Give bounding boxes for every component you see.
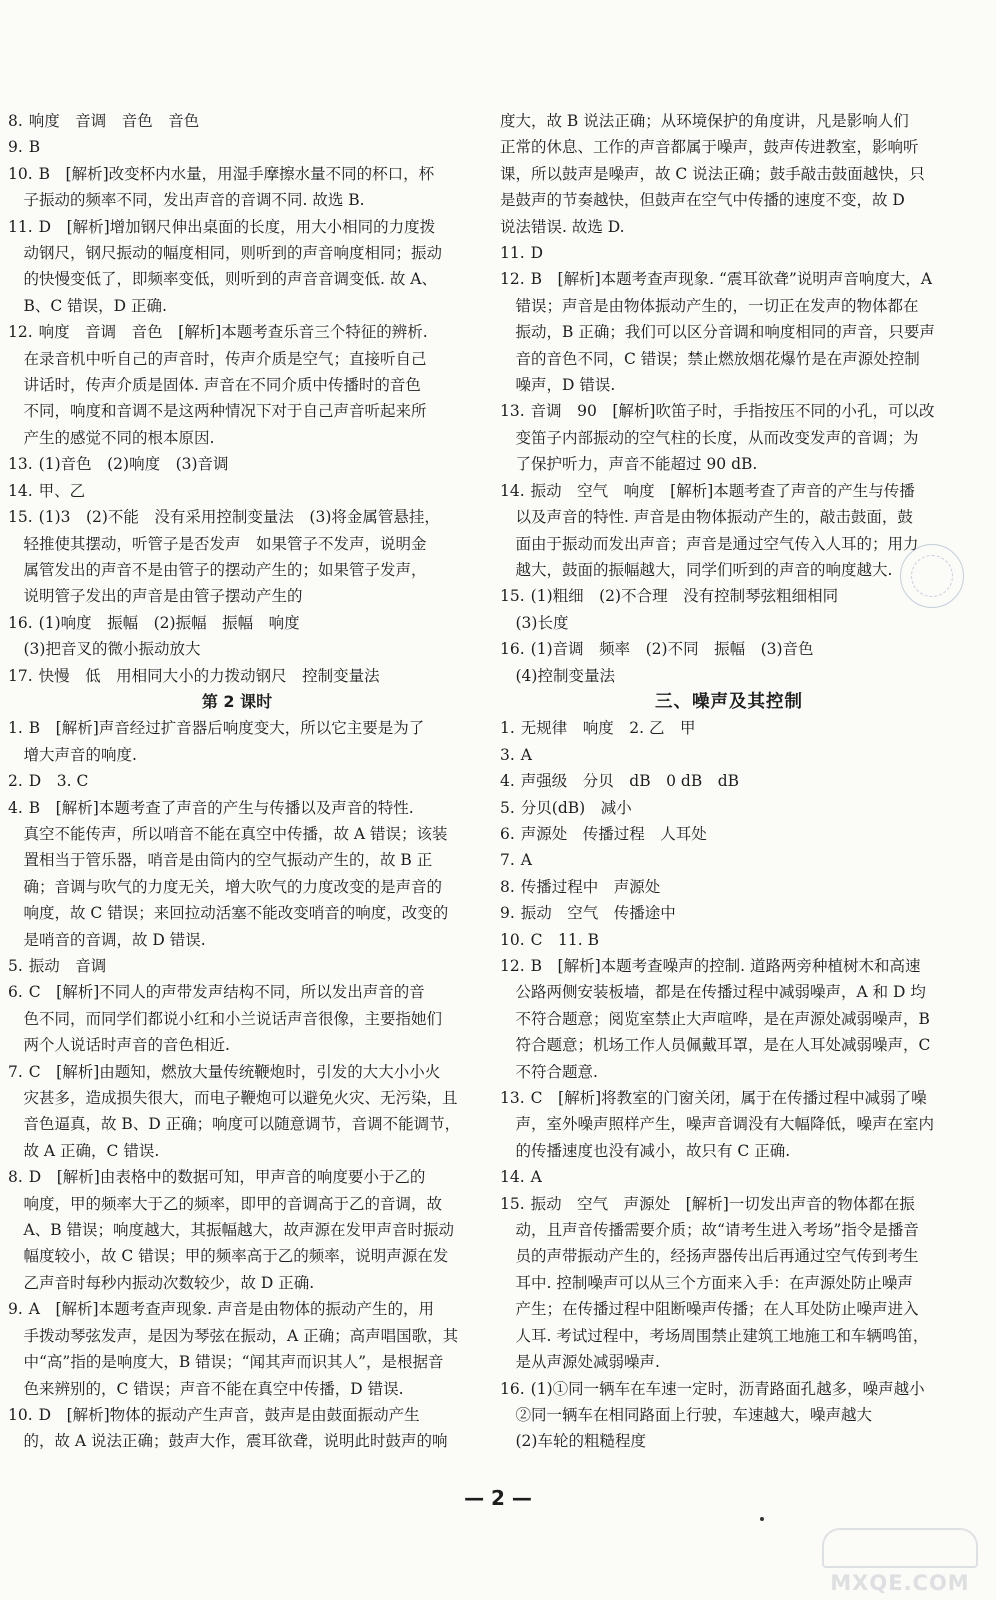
section-heading: 三、噪声及其控制 [655,691,803,712]
answer-line [8,1164,466,1190]
answer-number: 14. [500,481,525,500]
answer-continuation: 以及声音的特性. 声音是由物体振动产生的，敲击鼓面，鼓 [515,508,913,527]
answer-text: (1)3 (2)不能 没有采用控制变量法 (3)将金属管悬挂， [38,508,440,527]
answer-continuation: 是从声源处减弱噪声. [515,1353,660,1372]
answer-line [8,1296,466,1322]
answer-continuation: 幅度较小，故 C 错误；甲的频率高于乙的频率，说明声源在发 [23,1247,449,1266]
answer-text: (1)粗细 (2)不合理 没有控制琴弦粗细相同 [530,587,839,606]
answer-text: 快慢 低 用相同大小的力拨动钢尺 控制变量法 [38,666,380,685]
answer-number: 17. [8,666,33,685]
answer-continuation: 子振动的频率不同，发出声音的音调不同. 故选 B. [23,191,365,210]
answer-number: 9. [500,904,515,923]
answer-item [500,1164,958,1190]
answer-line [500,742,958,768]
answer-item [8,504,466,610]
answer-continuation: 音色逼真，故 B、D 正确；响度可以随意调节，音调不能调节， [23,1115,461,1134]
answer-continuation: 增大声音的响度. [23,745,137,764]
answer-number: 5. [500,798,515,817]
answer-text: B [28,138,41,157]
answer-line [500,795,958,821]
answer-text: A [520,851,532,870]
answer-text: B [解析]本题考查声现象. “震耳欲聋”说明声音响度大，A [530,270,933,289]
watermark-emblem [822,1528,978,1568]
answer-continuation: 置相当于管乐器，哨音是由筒内的空气振动产生的，故 B 正 [23,851,433,870]
answer-line [500,953,958,979]
answer-text: C [解析]不同人的声带发声结构不同，所以发出声音的音 [28,983,425,1002]
answer-line [500,478,958,504]
answer-continuation: 色不同，而同学们都说小红和小兰说话声音很像，主要指她们 [23,1009,443,1028]
answer-number: 13. [500,1089,525,1108]
answer-number: 14. [8,481,33,500]
answer-number: 3. [500,745,515,764]
answer-item [8,979,466,1058]
answer-line [500,1376,958,1402]
answer-line [500,715,958,741]
answer-text: (1)响度 振幅 (2)振幅 振幅 响度 [38,613,300,632]
answer-number: 16. [500,1379,525,1398]
answer-item [500,240,958,266]
answer-number: 1. [500,719,515,738]
answer-item [500,583,958,636]
answer-line [8,108,466,134]
answer-continuation: 说明管子发出的声音是由管子摆动产生的 [23,587,303,606]
answer-continuation: 振动，B 正确；我们可以区分音调和响度相同的声音，只要声 [515,323,935,342]
answer-continuation: 轻推使其摆动，听管子是否发声 如果管子不发声，说明金 [23,534,427,553]
answer-continuation: 员的声带振动产生的，经扬声器传出后再通过空气传到考生 [515,1247,919,1266]
answer-line [500,900,958,926]
answer-item [8,715,466,768]
answer-line [500,768,958,794]
answer-number: 12. [500,957,525,975]
answer-line [500,874,958,900]
answer-continuation: 的传播速度也没有减小，故只有 C 正确. [515,1141,791,1160]
answer-number: 9. [8,1300,23,1319]
answer-item [8,161,466,214]
watermark-url: MXQE.COM [830,1571,970,1595]
answer-text: 声强级 分贝 dB 0 dB dB [520,772,740,791]
answer-text: D 3. C [28,772,89,791]
answer-text: A [解析]本题考查声现象. 声音是由物体的振动产生的，用 [28,1300,434,1319]
answer-continuation: 灾甚多，造成损失很大，而电子鞭炮可以避免火灾、无污染，且 [23,1089,458,1108]
answer-continuation: 动钢尺，钢尺振动的幅度相同，则听到的声音响度相同；振动 [23,244,443,263]
answer-line [500,583,958,609]
answer-continuation: (4)控制变量法 [515,666,615,685]
answer-number: 16. [500,640,525,659]
answer-continuation: 在录音机中听自己的声音时，传声介质是空气；直接听自己 [23,349,427,368]
answer-text: 音调 90 [解析]吹笛子时，手指按压不同的小孔，可以改 [530,402,935,421]
answer-number: 10. [500,930,525,949]
answer-item [500,478,958,584]
answer-line [8,478,466,504]
answer-continuation: 变笛子内部振动的空气柱的长度，从而改变发声的音调；为 [515,428,919,447]
answer-number: 13. [500,402,525,421]
answer-text: 振动 音调 [28,957,107,975]
answer-continuation: 乙声音时每秒内振动次数较少，故 D 正确. [23,1273,315,1292]
answer-item [500,266,958,398]
answer-continuation: 的快慢变低了，即频率变低，则听到的声音音调变低. 故 A、 [23,270,437,289]
answer-item [500,795,958,821]
answer-continuation: 人耳. 考试过程中，考场周围禁止建筑工地施工和车辆鸣笛， [515,1326,929,1345]
left-column [8,108,466,1455]
answer-line [8,979,466,1005]
answer-continuation: 色来辨别的，C 错误；声音不能在真空中传播，D 错误. [23,1379,404,1398]
answer-continuation: 耳中. 控制噪声可以从三个方面来入手：在声源处防止噪声 [515,1273,913,1292]
answer-item [500,108,958,240]
answer-line [500,636,958,662]
answer-item [500,1085,958,1164]
answer-text: B [解析]本题考查噪声的控制. 道路两旁种植树木和高速 [530,957,921,975]
stamp-mark [900,544,964,608]
answer-continuation: 噪声，D 错误. [515,376,616,395]
answer-number: 8. [8,1168,23,1187]
answer-text: 度大，故 B 说法正确；从环境保护的角度讲，凡是影响人们 [500,112,909,130]
answer-line [500,398,958,424]
answer-number: 16. [8,613,33,632]
answer-text: D [解析]增加钢尺伸出桌面的长度，用大小相同的力度拨 [38,217,436,236]
answer-item [500,715,958,741]
answer-text: (1)音色 (2)响度 (3)音调 [38,455,229,474]
answer-text: 响度 音调 音色 音色 [28,112,200,130]
answer-continuation: 产生；在传播过程中阻断噪声传播；在人耳处防止噪声进入 [515,1300,919,1319]
answer-continuation: (3)长度 [515,613,569,632]
answer-continuation: 手拨动琴弦发声，是因为琴弦在振动，A 正确；高声唱国歌，其 [23,1326,459,1345]
answer-text: B [解析]改变杯内水量，用湿手摩擦水量不同的杯口，杯 [38,164,435,183]
answer-continuation: 面由于振动而发出声音；声音是通过空气传入人耳的；用力 [515,534,919,553]
answer-continuation: 产生的感觉不同的根本原因. [23,428,215,447]
watermark-logo [814,1528,986,1594]
answer-line [8,161,466,187]
answer-text: 无规律 响度 2. 乙 甲 [520,719,696,738]
answer-item [500,636,958,689]
answer-text: D [解析]物体的振动产生声音，鼓声是由鼓面振动产生 [38,1405,420,1424]
answer-text: C [解析]将教室的门窗关闭，属于在传播过程中减弱了噪 [530,1089,927,1108]
answer-number: 8. [8,112,23,130]
answer-line [8,715,466,741]
answer-text: 甲、乙 [38,481,86,500]
answer-text: A [520,745,532,764]
answer-number: 10. [8,164,33,183]
answer-continuation: 不符合题意；阅览室禁止大声喧哗，是在声源处减弱噪声，B [515,1009,930,1028]
answer-line [500,108,958,134]
answer-item [8,319,466,451]
answer-item [8,134,466,160]
section-heading: 第 2 课时 [201,691,273,711]
answer-number: 15. [500,1194,525,1213]
answer-line [8,1402,466,1428]
answer-item [500,953,958,1085]
answer-text: B [解析]声音经过扩音器后响度变大，所以它主要是为了 [28,719,425,738]
answer-line [500,240,958,266]
answer-continuation: 故 A 正确，C 错误. [23,1141,160,1160]
answer-text: 声源处 传播过程 人耳处 [520,824,707,843]
answer-continuation: 中“高”指的是响度大，B 错误；“闻其声而识其人”，是根据音 [23,1353,444,1372]
answer-line [8,663,466,689]
answer-item [8,663,466,689]
answer-text: 分贝(dB) 减小 [520,798,632,817]
answer-line [500,927,958,953]
answer-continuation: (2)车轮的粗糙程度 [515,1432,646,1451]
answer-text: 振动 空气 声源处 [解析]一切发出声音的物体都在振 [530,1194,915,1213]
answer-number: 14. [500,1168,525,1187]
answer-continuation: 真空不能传声，所以哨音不能在真空中传播，故 A 错误；该装 [23,824,448,843]
answer-item [8,953,466,979]
stray-dot [760,1517,764,1521]
answer-number: 12. [500,270,525,289]
answer-item [8,451,466,477]
answer-line [500,266,958,292]
answer-text: 振动 空气 响度 [解析]本题考查了声音的产生与传播 [530,481,915,500]
answer-text: C [解析]由题知，燃放大量传统鞭炮时，引发的大大小小火 [28,1062,441,1081]
answer-item [500,847,958,873]
answer-line [8,768,466,794]
answer-continuation: 是哨音的音调，故 D 错误. [23,930,206,949]
answer-continuation: 公路两侧安装板墙，都是在传播过程中减弱噪声，A 和 D 均 [515,983,926,1002]
answer-item [8,1402,466,1455]
answer-number: 6. [8,983,23,1002]
answer-continuation: 不符合题意. [515,1062,598,1081]
answer-line [8,319,466,345]
answer-line [500,1164,958,1190]
answer-continuation: 动，且声音传播需要介质；故“请考生进入考场”指令是播音 [515,1221,919,1240]
answer-continuation: ②同一辆车在相同路面上行驶，车速越大，噪声越大 [515,1405,873,1424]
answer-line [8,214,466,240]
answer-continuation: (3)把音叉的微小振动放大 [23,640,201,659]
answer-text: (1)①同一辆车在车速一定时，沥青路面孔越多，噪声越小 [530,1379,925,1398]
answer-continuation: 正常的休息、工作的声音都属于噪声，鼓声传进教室，影响听 [500,138,919,157]
answer-continuation: 讲话时，传声介质是固体. 声音在不同介质中传播时的音色 [23,376,421,395]
answer-item [8,768,466,794]
answer-text: D [解析]由表格中的数据可知，甲声音的响度要小于乙的 [28,1168,426,1187]
answer-item [8,478,466,504]
answer-continuation: 不同，响度和音调不是这两种情况下对于自己声音听起来所 [23,402,427,421]
answer-item [500,1376,958,1455]
answer-line [500,1191,958,1217]
answer-continuation: 音的音色不同，C 错误；禁止燃放烟花爆竹是在声源处控制 [515,349,920,368]
answer-number: 9. [8,138,23,157]
answer-text: 响度 音调 音色 [解析]本题考查乐音三个特征的辨析. [38,323,428,342]
answer-continuation: 响度，故 C 错误；来回拉动活塞不能改变哨音的响度，改变的 [23,904,449,923]
answer-text: 振动 空气 传播途中 [520,904,676,923]
answer-line [500,821,958,847]
answer-line [500,1085,958,1111]
answer-line [8,795,466,821]
answer-item [500,768,958,794]
answer-item [8,1059,466,1165]
answer-number: 15. [8,508,33,527]
answer-item [500,742,958,768]
answer-item [500,1191,958,1376]
answer-line [8,451,466,477]
answer-item [500,900,958,926]
answer-continuation: B、C 错误，D 正确. [23,296,167,315]
answer-line [8,953,466,979]
answer-item [8,214,466,320]
answer-number: 10. [8,1405,33,1424]
answer-number: 1. [8,719,23,738]
answer-number: 4. [500,772,515,791]
answer-continuation: 确；音调与吹气的力度无关，增大吹气的力度改变的是声音的 [23,877,443,896]
answer-continuation: 符合题意；机场工作人员佩戴耳罩，是在人耳处减弱噪声，C [515,1036,931,1055]
answer-number: 11. [8,217,33,236]
answer-text: C 11. B [530,930,599,949]
answer-text: B [解析]本题考查了声音的产生与传播以及声音的特性. [28,798,414,817]
answer-line [8,134,466,160]
answer-item [500,821,958,847]
answer-number: 2. [8,772,23,791]
answer-continuation: 属管发出的声音不是由管子的摆动产生的；如果管子发声， [23,560,427,579]
answer-item [8,795,466,953]
answer-line [8,504,466,530]
answer-line [8,610,466,636]
answer-number: 11. [500,244,525,263]
answer-item [500,927,958,953]
answer-text: (1)音调 频率 (2)不同 振幅 (3)音色 [530,640,814,659]
answer-text: 传播过程中 声源处 [520,877,661,896]
answer-number: 13. [8,455,33,474]
answer-number: 5. [8,957,23,975]
answer-continuation: 课，所以鼓声是噪声，故 C 说法正确；鼓手敲击鼓面越快，只 [500,164,925,183]
answer-item [500,874,958,900]
answer-item [8,1296,466,1402]
page-number: — 2 — [464,1486,532,1510]
answer-continuation: 两个人说话时声音的音色相近. [23,1036,230,1055]
answer-number: 6. [500,824,515,843]
answer-number: 12. [8,323,33,342]
answer-number: 15. [500,587,525,606]
answer-continuation: 声，室外噪声照样产生，噪声音调没有大幅降低，噪声在室内 [515,1115,935,1134]
answer-continuation: 错误；声音是由物体振动产生的，一切正在发声的物体都在 [515,296,919,315]
answer-continuation: 了保护听力，声音不能超过 90 dB. [515,455,758,474]
answer-number: 7. [8,1062,23,1081]
answer-continuation: 说法错误. 故选 D. [500,217,625,236]
right-column [500,108,958,1455]
answer-item [500,398,958,477]
answer-continuation: 是鼓声的节奏越快，但鼓声在空气中传播的速度不变，故 D [500,191,905,210]
answer-text: D [530,244,544,263]
answer-item [8,610,466,663]
answer-item [8,108,466,134]
answer-number: 4. [8,798,23,817]
answer-continuation: 的，故 A 说法正确；鼓声大作，震耳欲聋，说明此时鼓声的响 [23,1432,448,1451]
answer-continuation: A、B 错误；响度越大，其振幅越大，故声源在发甲声音时振动 [23,1221,455,1240]
answer-text: A [530,1168,542,1187]
answer-line [8,1059,466,1085]
answer-number: 7. [500,851,515,870]
answer-number: 8. [500,877,515,896]
answer-continuation: 越大，鼓面的振幅越大，同学们听到的声音的响度越大. [515,560,893,579]
answer-item [8,1164,466,1296]
answer-continuation: 响度，甲的频率大于乙的频率，即甲的音调高于乙的音调，故 [23,1194,443,1213]
answer-line [500,847,958,873]
